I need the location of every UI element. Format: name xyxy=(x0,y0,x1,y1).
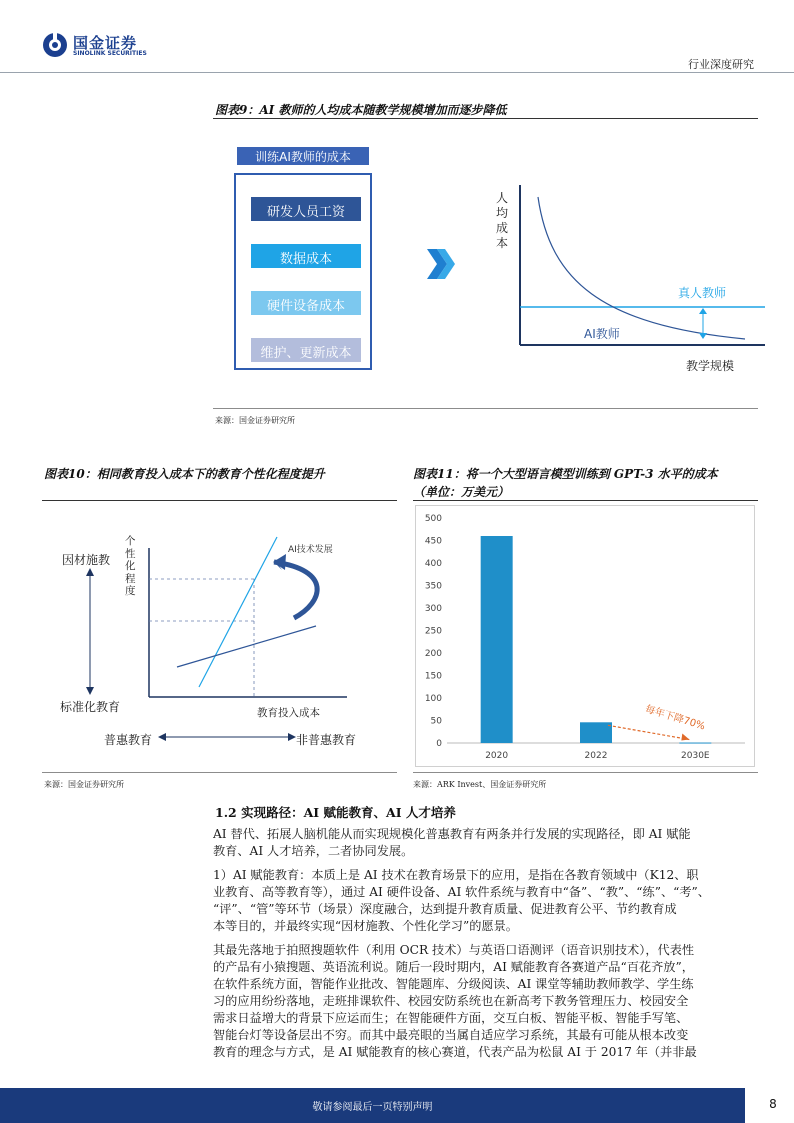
fig11-source: 来源：ARK Invest、国金证券研究所 xyxy=(413,780,547,789)
logo-en: SINOLINK SECURITIES xyxy=(73,50,147,57)
fig10-bottom-to: 非普惠教育 xyxy=(296,733,357,747)
y-tick-label: 150 xyxy=(424,671,442,682)
footer-bar xyxy=(0,1088,745,1123)
bar xyxy=(580,722,612,743)
x-tick-label: 2020 xyxy=(485,751,509,761)
fig11-title-line2: （单位：万美元） xyxy=(413,485,510,499)
x-tick-label: 2022 xyxy=(584,751,608,761)
logo-cn: 国金证券 xyxy=(73,34,138,52)
paragraph-2: 1）AI 赋能教育：本质上是 AI 技术在教育场景下的应用，是指在各教育领域中（K12、职 业教育、高等教育等），通过 AI 硬件设备、AI 软件系统与教育中“备”、“教”、“练”、“考”、 “评”、“管”等环节（场景）深度融合，达到提升教育质量、促进教育公平、节约教育成 本等目的，并最终实现“因材施教、个性化学习”的愿景。 xyxy=(213,868,710,933)
fig11-bottom-rule xyxy=(413,772,758,773)
paragraph-3: 其最先落地于拍照搜题软件（利用 OCR 技术）与英语口语测评（语音识别技术），代表性 的产品有小猿搜题、英语流利说。随后一段时期内，AI 赋能教育各赛道产品“百花齐放”， 在软件系统方面，智能作业批改、智能题库、分级阅读、AI 课堂等辅助教师教学、学生练 习的应用纷纷落地，走班排课软件、校园安防系统也在新高考下教务管理压力、校园安全 需求日益增大的背景下应运而生；在智能硬件方面，交互白板、智能平板、智能手写笔、 智能台灯等设备层出不穷。而其中最亮眼的当属自适应学习系统，其最有可能从根本改变 教育的理念与方式，是 AI 赋能教育的核心赛道，代表产品为松鼠 AI 于 2017 年（并非最 xyxy=(213,943,697,1059)
fig9-panel-title: 训练AI教师的成本 xyxy=(237,147,369,165)
y-tick-label: 50 xyxy=(430,716,442,727)
footer-notice: 敬请参阅最后一页特别声明 xyxy=(312,1102,433,1113)
page-number: 8 xyxy=(769,1097,777,1111)
fig9-bottom-rule xyxy=(213,408,758,409)
y-tick-label: 250 xyxy=(424,626,442,637)
fig9-item-4: 维护、更新成本 xyxy=(251,338,361,362)
paragraph-1: AI 替代、拓展人脑机能从而实现规模化普惠教育有两条并行发展的实现路径，即 AI 赋能 教育、AI 人才培养，二者协同发展。 xyxy=(213,827,691,858)
fig9-source: 来源：国金证券研究所 xyxy=(215,416,295,425)
fig9-item-2: 数据成本 xyxy=(251,244,361,268)
decline-arrow xyxy=(608,725,689,739)
y-tick-label: 300 xyxy=(424,604,442,614)
fig10-ai-line xyxy=(199,537,277,687)
fig9-y-label: 人均成本 xyxy=(496,191,509,250)
fig10-bottom-from: 普惠教育 xyxy=(104,733,153,747)
fig10-y-label: 个性化程度 xyxy=(125,535,136,597)
bar xyxy=(481,536,513,743)
y-tick-label: 350 xyxy=(424,581,442,592)
fig9-item-3: 硬件设备成本 xyxy=(251,291,361,315)
fig11-annotation: 每年下降70% xyxy=(643,703,707,733)
bar xyxy=(679,743,711,744)
header-rule xyxy=(0,72,794,73)
fig9-title-rule xyxy=(213,118,758,119)
fig11-title-rule xyxy=(413,500,758,501)
fig11-title-line1: 图表11：将一个大型语言模型训练到 GPT-3 水平的成本 xyxy=(413,467,718,481)
fig10-bottom-left: 标准化教育 xyxy=(60,700,121,714)
y-tick-label: 100 xyxy=(424,694,442,704)
fig9-ai-teacher-label: AI教师 xyxy=(584,327,620,341)
y-tick-label: 200 xyxy=(424,649,442,659)
section-heading: 1.2 实现路径：AI 赋能教育、AI 人才培养 xyxy=(215,805,456,820)
fig10-traditional-line xyxy=(177,626,316,667)
x-tick-label: 2030E xyxy=(681,751,710,761)
fig10-title: 图表10：相同教育投入成本下的教育个性化程度提升 xyxy=(44,467,325,481)
fig9-x-label: 教学规模 xyxy=(686,359,735,373)
doc-type: 行业深度研究 xyxy=(688,58,754,71)
fig10-top-left: 因材施教 xyxy=(62,553,111,567)
fig9-real-teacher-label: 真人教师 xyxy=(678,286,727,300)
y-tick-label: 0 xyxy=(436,739,442,749)
chevron-right-icon xyxy=(425,247,455,281)
logo-mark-icon xyxy=(42,32,68,58)
y-tick-label: 450 xyxy=(424,536,442,547)
fig10-source: 来源：国金证券研究所 xyxy=(44,780,124,789)
fig9-ai-teacher-curve xyxy=(538,197,745,339)
fig10-arrow-label: AI技术发展 xyxy=(288,545,333,555)
fig10-bottom-rule xyxy=(42,772,397,773)
fig9-title: 图表9：AI 教师的人均成本随教学规模增加而逐步降低 xyxy=(215,103,507,117)
fig9-cost-chart xyxy=(510,185,770,355)
logo xyxy=(42,32,162,60)
y-tick-label: 500 xyxy=(424,514,442,524)
fig10-title-rule xyxy=(42,500,397,501)
y-tick-label: 400 xyxy=(424,559,442,569)
fig9-item-1: 研发人员工资 xyxy=(251,197,361,221)
fig10-x-label: 教育投入成本 xyxy=(257,707,320,719)
fig10-curved-arrow-icon xyxy=(274,562,317,618)
decline-arrow-head xyxy=(681,734,689,741)
